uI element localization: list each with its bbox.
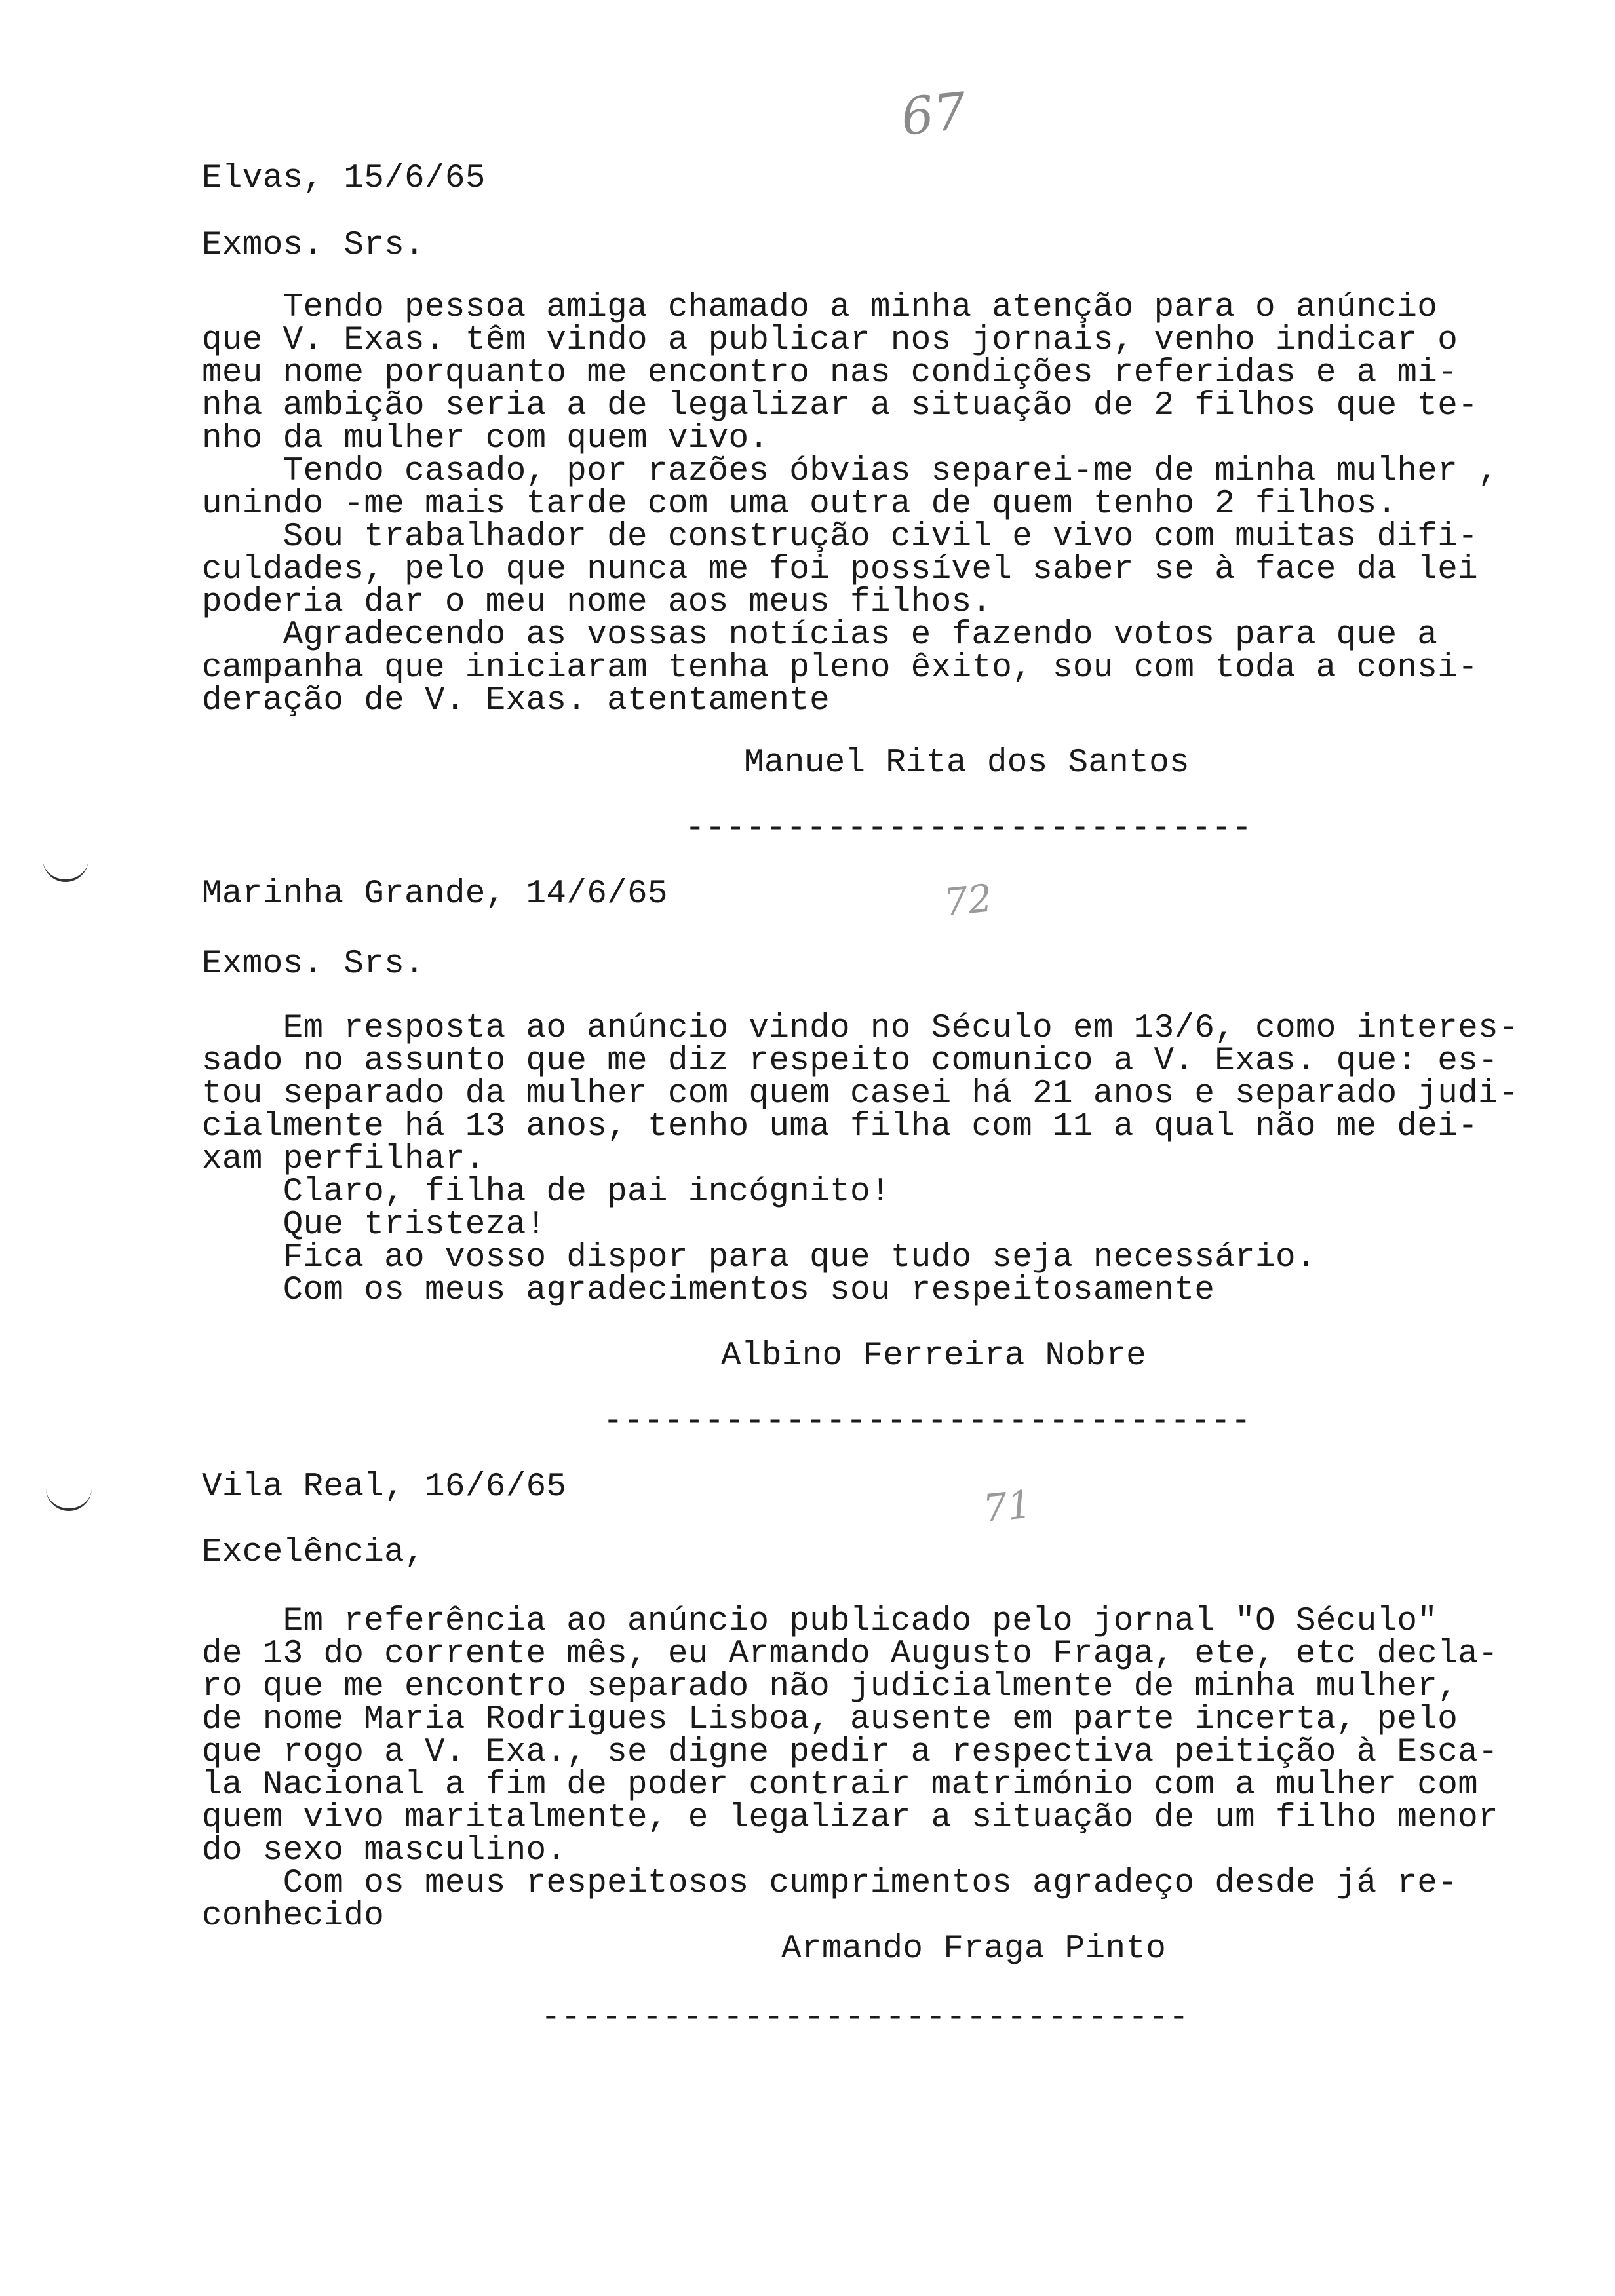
letter-2-signature: Albino Ferreira Nobre <box>721 1337 1147 1375</box>
margin-bracket-mark <box>46 1487 92 1511</box>
letter-1-body-line: Tendo pessoa amiga chamado a minha atenção para o anúncio <box>202 289 1438 326</box>
letter-1-body-line: nha ambição seria a de legalizar a situação de 2 filhos que te- <box>202 387 1479 425</box>
letter-2-body-line: cialmente há 13 anos, tenho uma filha com 11 a qual não me dei- <box>202 1108 1479 1145</box>
letter-1-signature: Manuel Rita dos Santos <box>744 744 1190 782</box>
letter-3-place-date: Vila Real, 16/6/65 <box>202 1468 567 1506</box>
letter-3-body-line: ro que me encontro separado não judicialmente de minha mulher, <box>202 1668 1458 1706</box>
letter-3-separator: -------------------------------- <box>541 1999 1189 2037</box>
letter-2-place-date: Marinha Grande, 14/6/65 <box>202 875 668 913</box>
letter-1-body-line: deração de V. Exas. atentamente <box>202 682 830 719</box>
letter-3-body-line: de nome Maria Rodrigues Lisboa, ausente em parte incerta, pelo <box>202 1701 1458 1738</box>
page-number-annotation: 67 <box>898 82 969 147</box>
letter-1-body-line: poderia dar o meu nome aos meus filhos. <box>202 584 992 621</box>
letter-2-salutation: Exmos. Srs. <box>202 946 425 983</box>
letter-3-signature: Armando Fraga Pinto <box>781 1930 1167 1968</box>
letter-2-body-line: Com os meus agradecimentos sou respeitosamente <box>202 1272 1215 1309</box>
letter-2-body-line: Fica ao vosso dispor para que tudo seja necessário. <box>202 1239 1316 1276</box>
letter-2-body-line: Que tristeza! <box>202 1206 547 1244</box>
letter-3-body-line: la Nacional a fim de poder contrair matrimónio com a mulher com <box>202 1767 1479 1804</box>
margin-note-annotation: 71 <box>981 1482 1034 1531</box>
margin-bracket-mark <box>43 858 88 882</box>
letter-2-body-line: sado no assunto que me diz respeito comunico a V. Exas. que: es- <box>202 1043 1498 1080</box>
letter-1-body-line: campanha que iniciaram tenha pleno êxito, sou com toda a consi- <box>202 649 1479 687</box>
letter-3-body-line: de 13 do corrente mês, eu Armando Augusto Fraga, ete, etc decla- <box>202 1636 1498 1673</box>
letter-3-body-line: Em referência ao anúncio publicado pelo jornal "O Século" <box>202 1603 1438 1640</box>
margin-note-annotation: 72 <box>941 875 995 925</box>
letter-1-place-date: Elvas, 15/6/65 <box>202 160 486 197</box>
letter-1-body-line: nho da mulher com quem vivo. <box>202 420 769 457</box>
letter-2-body-line: Claro, filha de pai incógnito! <box>202 1174 891 1211</box>
letter-3-body-line: quem vivo maritalmente, e legalizar a situação de um filho menor <box>202 1799 1498 1837</box>
letter-3-body-line: do sexo masculino. <box>202 1832 567 1869</box>
letter-1-salutation: Exmos. Srs. <box>202 227 425 264</box>
letter-1-body-line: meu nome porquanto me encontro nas condições referidas e a mi- <box>202 354 1458 392</box>
letter-3-body-line: Com os meus respeitosos cumprimentos agradeço desde já re- <box>202 1865 1458 1902</box>
letter-1-separator: ---------------------------- <box>685 810 1253 847</box>
letter-1-body-line: unindo -me mais tarde com uma outra de quem tenho 2 filhos. <box>202 486 1397 523</box>
letter-2-separator: -------------------------------- <box>603 1403 1251 1440</box>
letter-1-body-line: que V. Exas. têm vindo a publicar nos jornais, venho indicar o <box>202 322 1458 359</box>
letter-1-body-line: Sou trabalhador de construção civil e vivo com muitas difi- <box>202 518 1479 556</box>
letter-1-body-line: Agradecendo as vossas notícias e fazendo votos para que a <box>202 617 1438 654</box>
letter-1-body-line: Tendo casado, por razões óbvias separei-me de minha mulher , <box>202 453 1498 490</box>
letter-2-body-line: tou separado da mulher com quem casei há 21 anos e separado judi- <box>202 1075 1519 1113</box>
letter-2-body-line: xam perfilhar. <box>202 1141 486 1178</box>
letter-3-body-line: que rogo a V. Exa., se digne pedir a respectiva peitição à Esca- <box>202 1734 1498 1771</box>
letter-3-body-line: conhecido <box>202 1898 385 1935</box>
letter-3-salutation: Excelência, <box>202 1534 425 1571</box>
letter-1-body-line: culdades, pelo que nunca me foi possível saber se à face da lei <box>202 551 1479 588</box>
letter-2-body-line: Em resposta ao anúncio vindo no Século em 13/6, como interes- <box>202 1010 1519 1047</box>
